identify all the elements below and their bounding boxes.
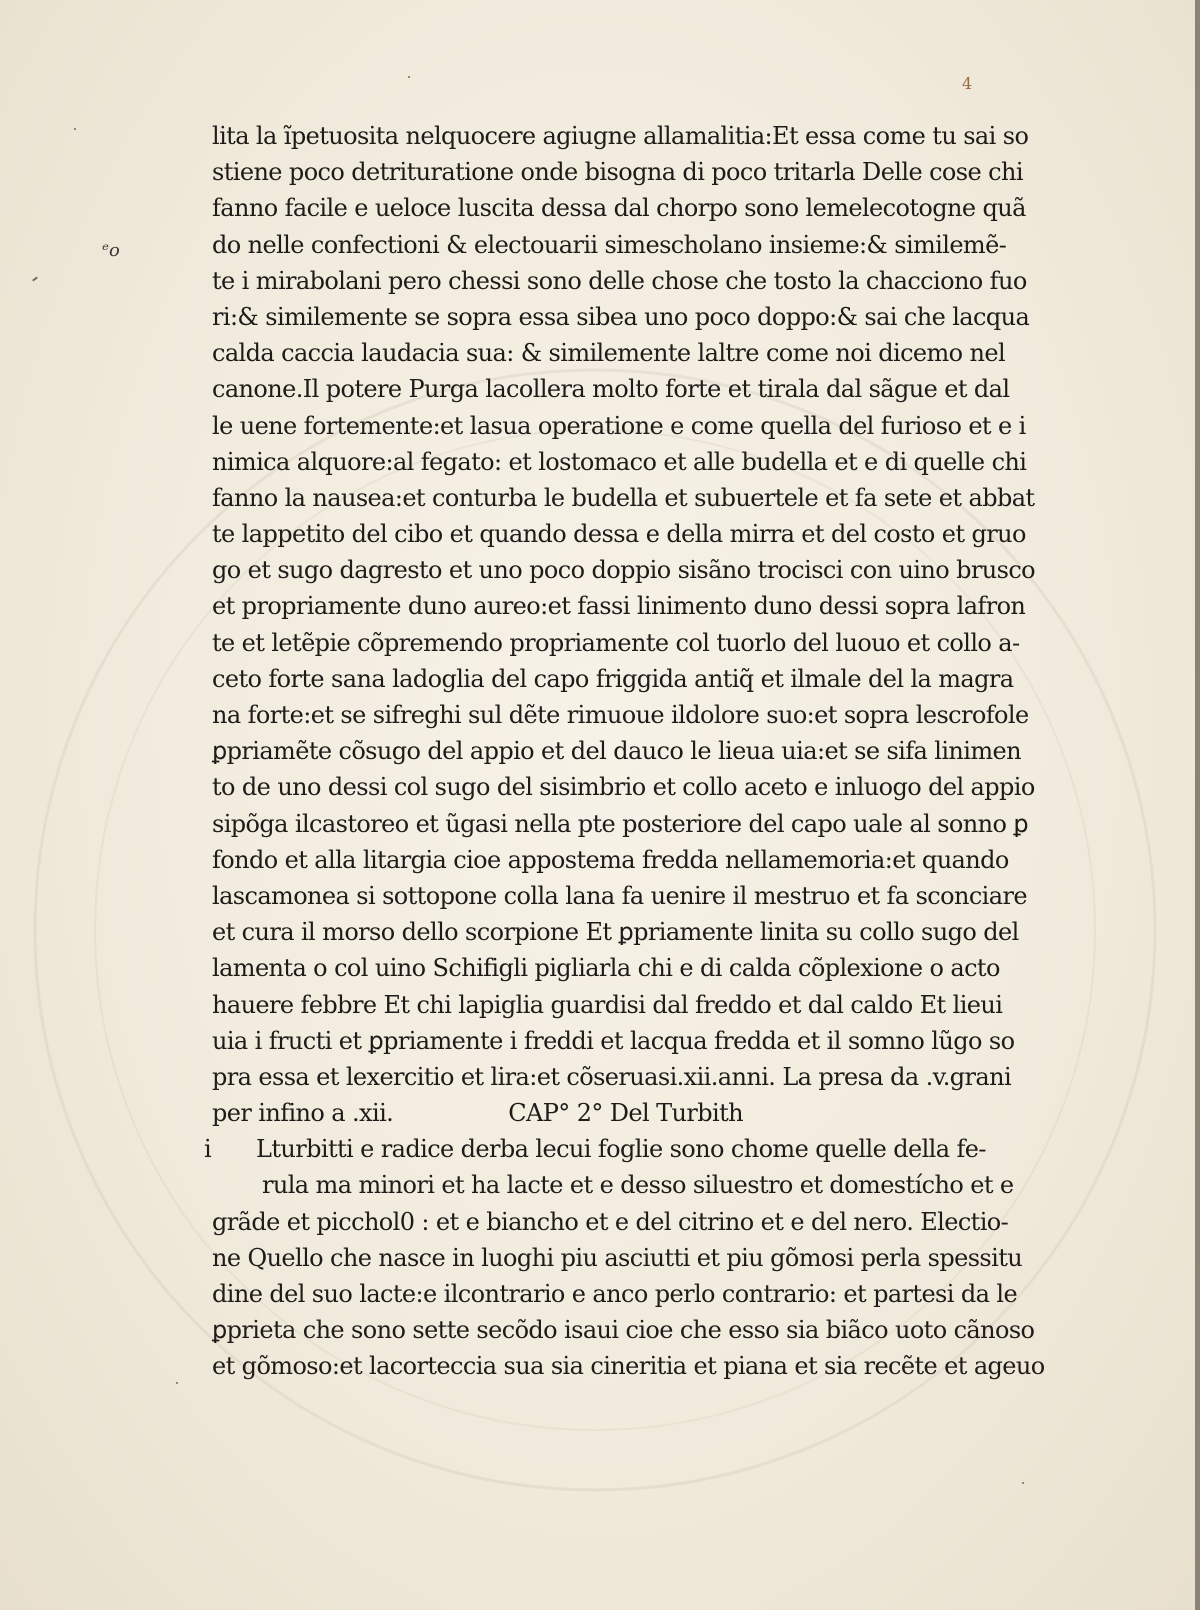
text-line: sipõga ilcastoreo et ũgasi nella pte posteriore del capo uale al sonno ꝑ xyxy=(212,809,1029,838)
text-line: hauere febbre Et chi lapiglia guardisi dal freddo et dal caldo Et lieui xyxy=(212,990,1003,1019)
chapter-heading: CAP° 2° Del Turbith xyxy=(508,1099,744,1128)
text-line: ne Quello che nasce in luoghi piu asciutti et piu gõmosi perla spessitu xyxy=(212,1243,1023,1272)
text-line: te lappetito del cibo et quando dessa e della mirra et del costo et gruo xyxy=(212,520,1026,549)
text-line: te i mirabolani pero chessi sono delle chose che tosto la chacciono fuo xyxy=(212,266,1027,295)
text-line: calda caccia laudacia sua: & similemente laltre come noi dicemo nel xyxy=(212,339,1006,368)
text-line: te et letẽpie cõpremendo propriamente col tuorlo del luouo et collo a- xyxy=(212,628,1020,657)
text-line: lita la ĩpetuosita nelquocere agiugne allamalitia:Et essa come tu sai so xyxy=(212,122,1029,150)
ink-speck xyxy=(32,276,38,281)
main-text xyxy=(204,118,1062,1385)
section-first-line: Lturbitti e radice derba lecui foglie sono chome quelle della fe- xyxy=(256,1135,986,1164)
text-line: et cura il morso dello scorpione Et ꝑpriamente linita su collo sugo del xyxy=(212,918,1019,947)
text-line: na forte:et se sifreghi sul dẽte rimuoue ildolore suo:et sopra lescrofole xyxy=(212,701,1029,729)
text-line: et gõmoso:et lacorteccia sua sia cineritia et piana et sia recẽte et ageuo xyxy=(212,1352,1045,1381)
ink-speck xyxy=(408,76,410,78)
text-line: nimica alquore:al fegato: et lostomaco et alle budella et e di quelle chi xyxy=(212,447,1027,476)
text-line: dine del suo lacte:e ilcontrario e anco perlo contrario: et partesi da le xyxy=(212,1280,1018,1308)
guide-letter: i xyxy=(204,1135,212,1164)
text-line: uia i fructi et ꝑpriamente i freddi et lacqua fredda et il somno lũgo so xyxy=(212,1026,1015,1055)
text-line: fanno facile e ueloce luscita dessa dal chorpo sono lemelecotogne quã xyxy=(212,194,1026,223)
text-line: rula ma minori et ha lacte et e desso siluestro et domestícho et e xyxy=(262,1171,1014,1200)
text-line: go et sugo dagresto et uno poco doppio sisãno trocisci con uino brusco xyxy=(212,556,1036,585)
ink-speck xyxy=(1022,1482,1024,1484)
text-line: ri:& similemente se sopra essa sibea uno poco doppo:& sai che lacqua xyxy=(212,302,1030,331)
text-line: to de uno dessi col sugo del sisimbrio et collo aceto e inluogo del appio xyxy=(212,773,1035,802)
text-line: lascamonea si sottopone colla lana fa uenire il mestruo et fa sconciare xyxy=(212,881,1027,910)
folio-number: 4 xyxy=(962,74,973,93)
text-line: ceto forte sana ladoglia del capo friggida antiq̃ et ilmale del la magra xyxy=(212,664,1014,693)
text-line: do nelle confectioni & electouarii simescholano insieme:& similemẽ- xyxy=(212,230,1007,259)
ink-speck xyxy=(74,128,76,130)
text-line: lamenta o col uino Schifigli pigliarla chi e di calda cõplexione o acto xyxy=(212,954,1000,983)
text-line: fondo et alla litargia cioe appostema fredda nellamemoria:et quando xyxy=(212,845,1009,874)
text-line: stiene poco detrituratione onde bisogna di poco tritarla Delle cose chi xyxy=(212,158,1023,187)
text-line: grãde et picchol0 : et e biancho et e del citrino et e del nero. Electio- xyxy=(212,1207,1009,1236)
text-line-end: per infino a .xii. xyxy=(212,1099,394,1128)
text-line: canone.Il potere Purga lacollera molto forte et tirala dal sãgue et dal xyxy=(212,375,1010,404)
text-line: pra essa et lexercitio et lira:et cõseruasi.xii.anni. La presa da .v.grani xyxy=(212,1062,1012,1091)
text-line: fanno la nausea:et conturba le budella et subuertele et fa sete et abbat xyxy=(212,483,1035,512)
text-line: et propriamente duno aureo:et fassi linimento duno dessi sopra lafron xyxy=(212,592,1026,621)
text-line-initial xyxy=(190,1131,1062,1167)
page-edge xyxy=(1195,0,1200,1610)
ink-speck xyxy=(176,1382,178,1384)
text-line: le uene fortemente:et lasua operatione e come quella del furioso et e i xyxy=(212,411,1026,440)
text-line-with-heading xyxy=(212,1095,1062,1131)
margin-annotation: ᵉo xyxy=(102,240,120,261)
text-line: ꝑpriamẽte cõsugo del appio et del dauco le lieua uia:et se sifa linimen xyxy=(212,737,1021,766)
text-line: ꝑprieta che sono sette secõdo isaui cioe che esso sia biãco uoto cãnoso xyxy=(212,1316,1035,1345)
